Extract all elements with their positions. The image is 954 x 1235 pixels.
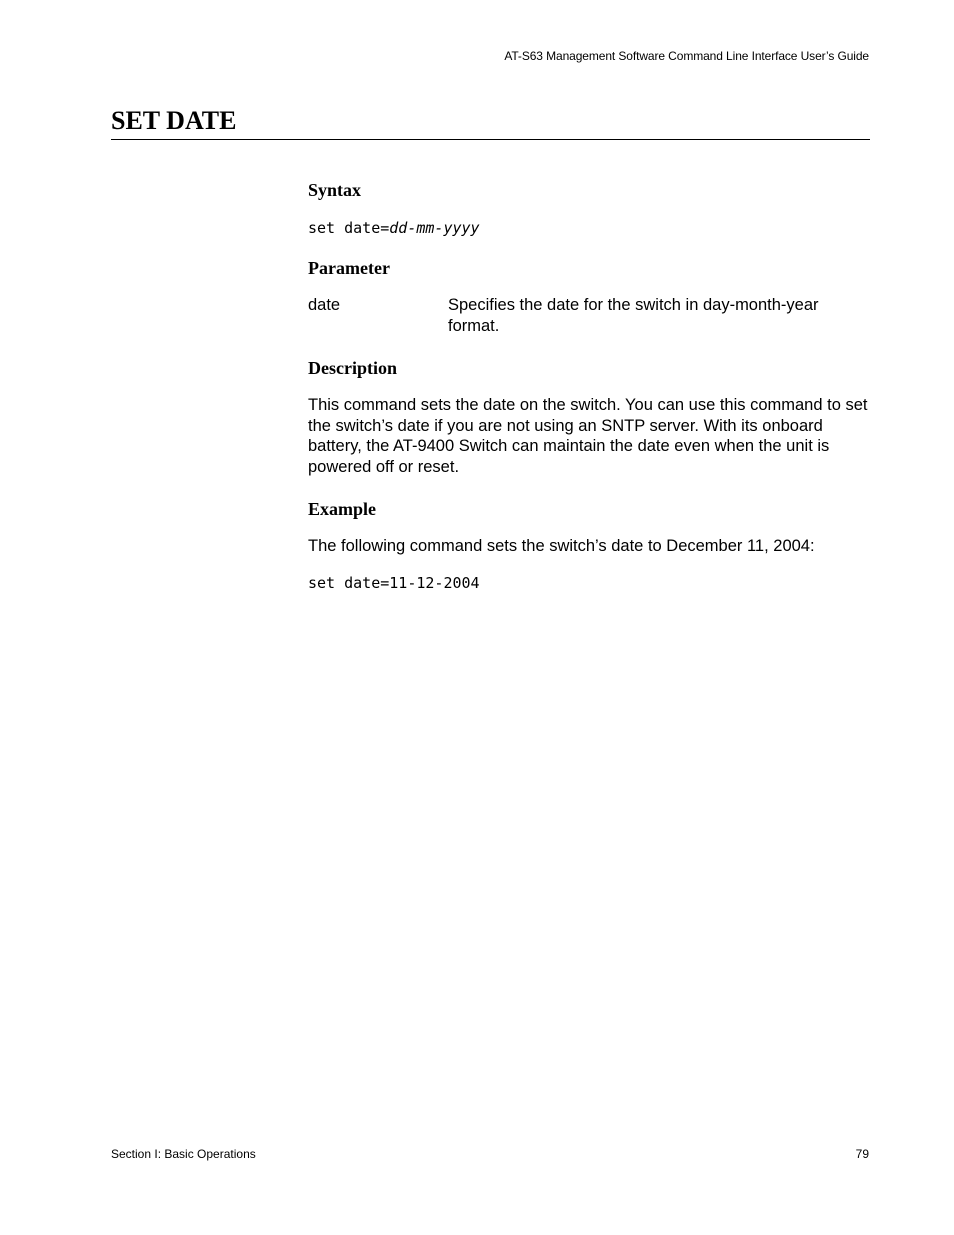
example-heading: Example [308, 499, 377, 519]
syntax-command: set date= [308, 219, 390, 237]
syntax-code [308, 218, 870, 238]
description-text: This command sets the date on the switch. You can use this command to set the switch’s date if you are not using an SNTP server. With its onboard battery, the AT-9400 Switch can maintain the date even when the unit is powered off or reset. [308, 396, 868, 476]
page-title: SET DATE [111, 106, 237, 135]
parameter-row [308, 295, 870, 336]
footer-page-number: 79 [855, 1147, 869, 1161]
parameter-description: Specifies the date for the switch in day-month-year format. [448, 296, 819, 335]
footer-section: Section I: Basic Operations [111, 1147, 256, 1161]
syntax-heading: Syntax [308, 180, 362, 200]
title-rule [111, 139, 870, 140]
running-header: AT-S63 Management Software Command Line Interface User’s Guide [504, 49, 869, 63]
content-column [308, 178, 870, 593]
example-text: The following command sets the switch’s date to December 11, 2004: [308, 537, 815, 555]
parameter-name: date [308, 296, 341, 314]
parameter-heading: Parameter [308, 258, 390, 278]
example-code: set date=11-12-2004 [308, 573, 480, 592]
syntax-argument: dd-mm-yyyy [389, 219, 480, 237]
description-heading: Description [308, 358, 397, 378]
